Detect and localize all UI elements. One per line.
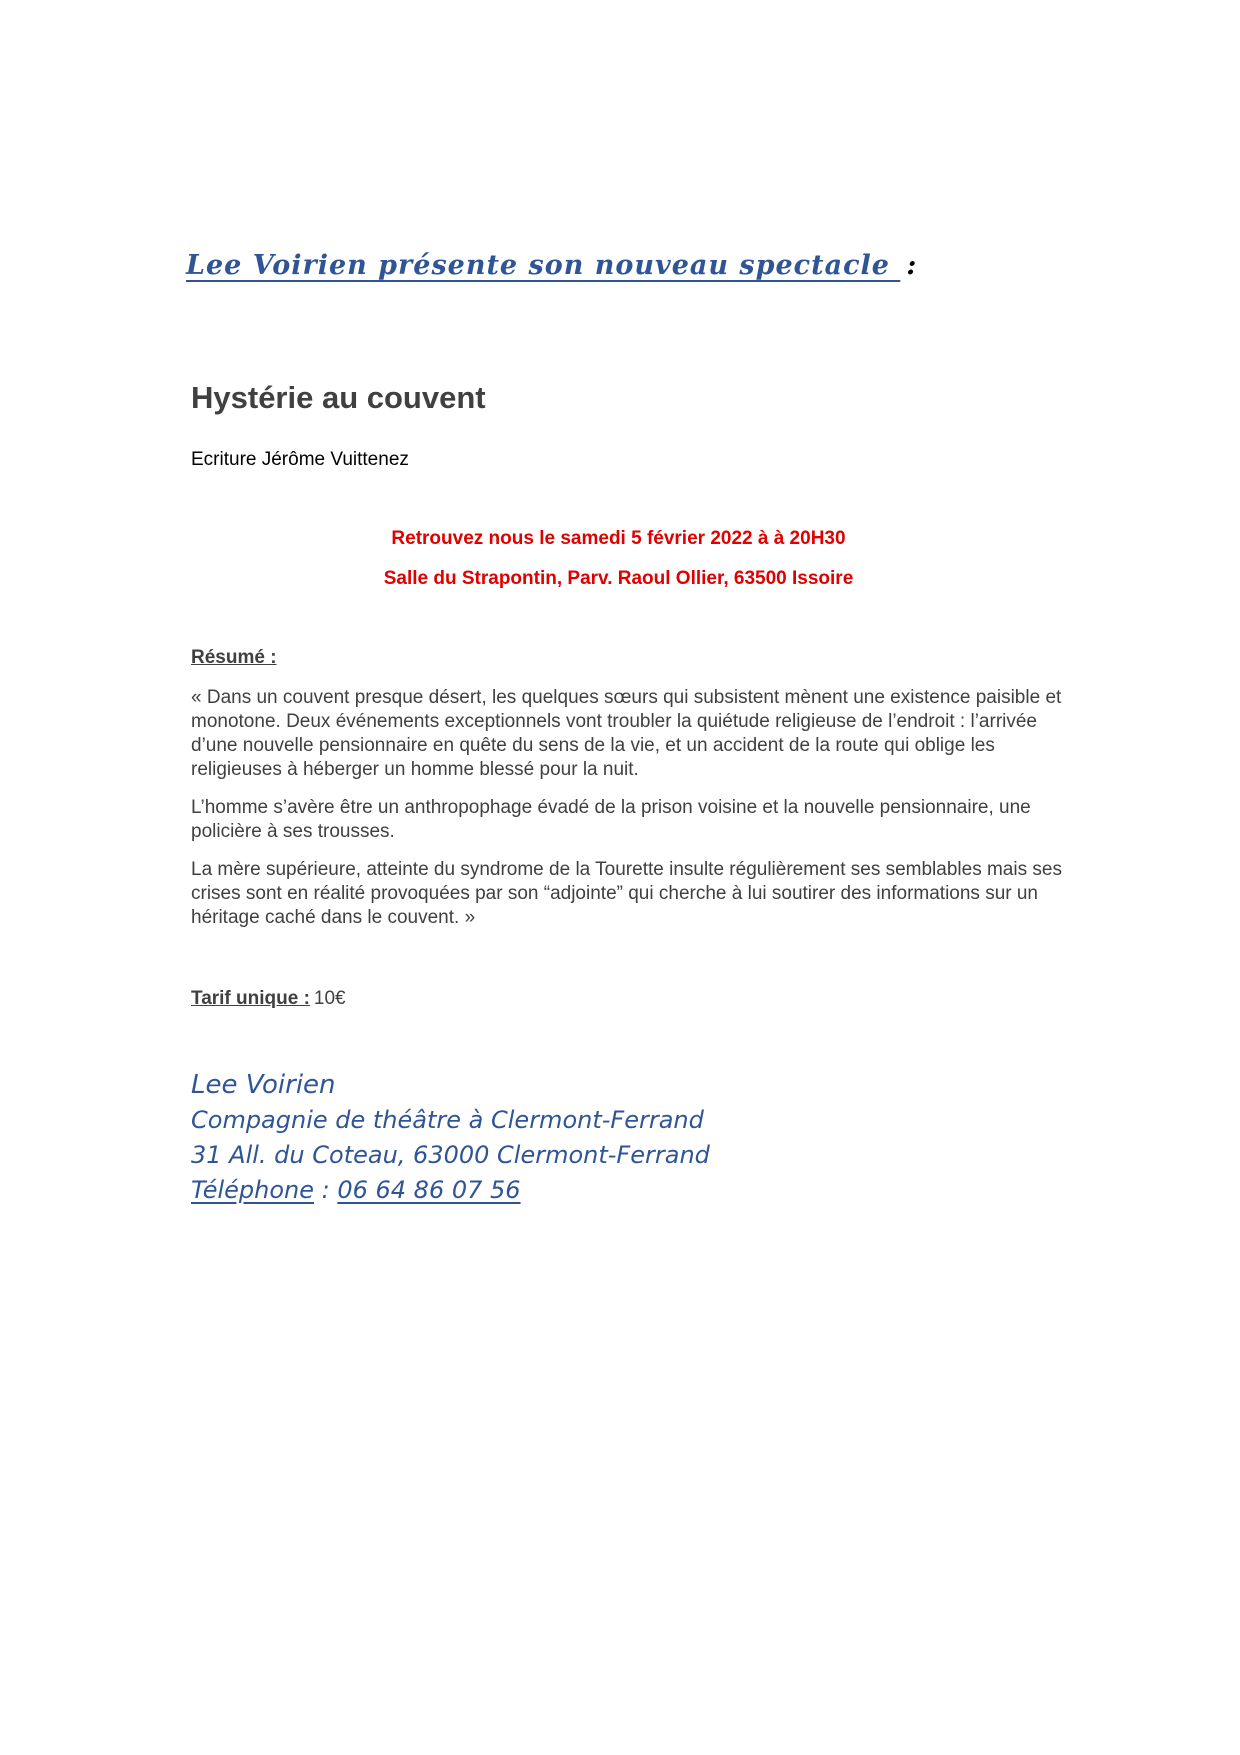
contact-subtitle: Compagnie de théâtre à Clermont-Ferrand <box>191 1106 704 1134</box>
price-label: Tarif unique : <box>191 988 310 1009</box>
author-line: Ecriture Jérôme Vuittenez <box>191 449 409 470</box>
price-value: 10€ <box>313 988 346 1009</box>
show-title: Hystérie au couvent <box>191 380 486 415</box>
event-date: Retrouvez nous le samedi 5 février 2022 à à 20H30 <box>391 528 846 549</box>
phone-label-link[interactable]: Téléphone <box>191 1176 314 1204</box>
phone-separator: : <box>314 1176 338 1204</box>
resume-body <box>191 686 1071 944</box>
phone-number-link[interactable]: 06 64 86 07 56 <box>337 1176 521 1204</box>
contact-address: 31 All. du Coteau, 63000 Clermont-Ferrand <box>191 1141 710 1169</box>
resume-label: Résumé : <box>191 647 277 668</box>
header-text: Lee Voirien présente son nouveau spectacle <box>186 250 901 281</box>
price-line <box>191 988 346 1010</box>
header-colon: : <box>906 250 918 281</box>
resume-paragraph: La mère supérieure, atteinte du syndrome de la Tourette insulte régulièrement ses semblables mais ses crises sont en réalité provoquées par son “adjointe” qui cherche à lui soutirer des informations sur un héritage caché dans le couvent. » <box>191 859 1062 928</box>
contact-name: Lee Voirien <box>191 1070 336 1100</box>
contact-phone <box>191 1173 710 1208</box>
contact-block <box>191 1068 710 1208</box>
resume-paragraph: L’homme s’avère être un anthropophage évadé de la prison voisine et la nouvelle pensionnaire, une policière à ses trousses. <box>191 797 1031 842</box>
page-header <box>186 250 917 281</box>
event-venue: Salle du Strapontin, Parv. Raoul Ollier, 63500 Issoire <box>383 568 854 589</box>
resume-paragraph: « Dans un couvent presque désert, les quelques sœurs qui subsistent mènent une existence paisible et monotone. Deux événements exceptionnels vont troubler la quiétude religieuse de l’endroit : l’arrivée d’une nouvelle pensionnaire en quête du sens de la vie, et un accident de la route qui oblige les religieuses à héberger un homme blessé pour la nuit. <box>191 687 1062 780</box>
